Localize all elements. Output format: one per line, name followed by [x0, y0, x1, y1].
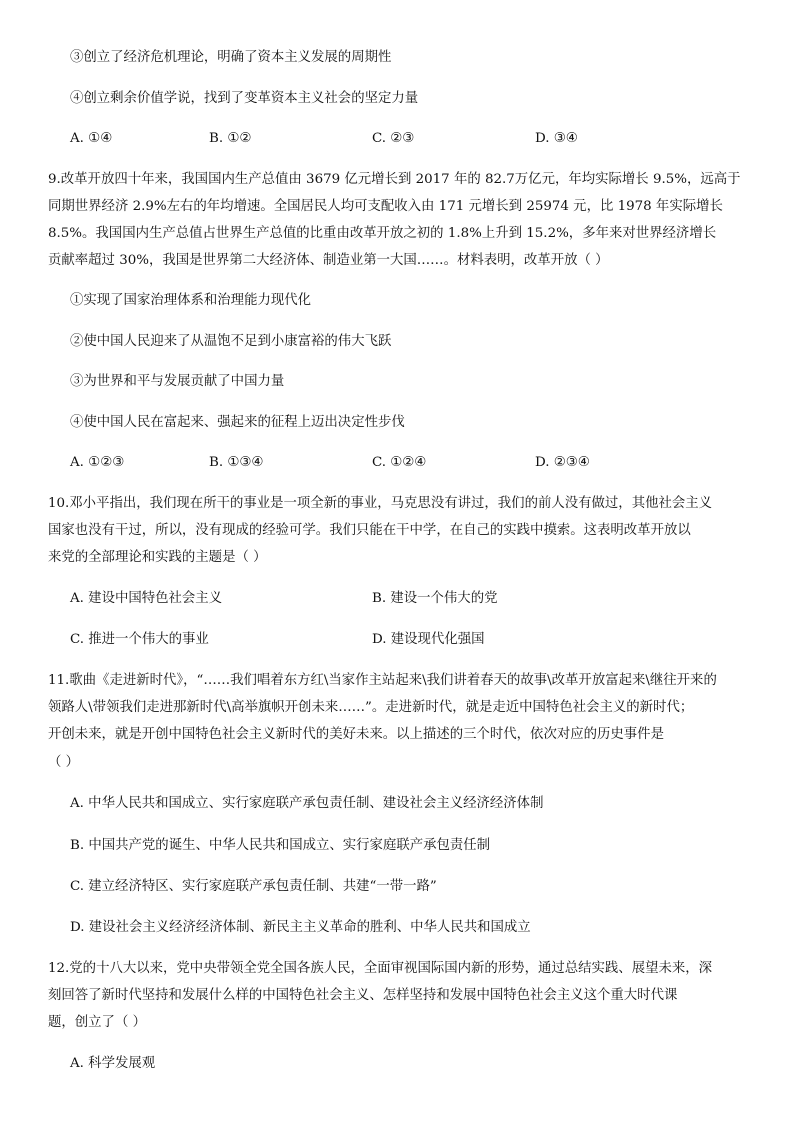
q11-option-a[interactable]: A. 中华人民共和国成立、实行家庭联产承包责任制、建设社会主义经济经济体制 — [70, 796, 544, 811]
q10-option-a[interactable]: A. 建设中国特色社会主义 — [70, 591, 223, 606]
q10-option-c[interactable]: C. 推进一个伟大的事业 — [70, 632, 209, 647]
q9-stem-line-1: 9.改革开放四十年来，我国国内生产总值由 3679 亿元增长到 2017 年的 82.7万亿元，年均实际增长 9.5%，远高于 — [48, 172, 741, 187]
q8-option-c[interactable]: C. ②③ — [372, 131, 415, 146]
q8-item-4: ④创立剩余价值学说，找到了变革资本主义社会的坚定力量 — [70, 91, 419, 106]
q9-stem-line-3: 8.5%。我国国内生产总值占世界生产总值的比重由改革开放之初的 1.8%上升到 15.2%，多年来对世界经济增长 — [48, 226, 717, 241]
q11-stem-line-4: （ ） — [48, 755, 80, 770]
q11-stem-line-3: 开创未来，就是开创中国特色社会主义新时代的美好未来。以上描述的三个时代，依次对应的历史事件是 — [48, 727, 664, 742]
q10-option-b[interactable]: B. 建设一个伟大的党 — [372, 591, 498, 606]
q9-option-a[interactable]: A. ①②③ — [70, 455, 125, 470]
q9-item-3: ③为世界和平与发展贡献了中国力量 — [70, 374, 285, 389]
q8-option-b[interactable]: B. ①② — [209, 131, 252, 146]
q9-item-1: ①实现了国家治理体系和治理能力现代化 — [70, 293, 312, 308]
q11-option-d[interactable]: D. 建设社会主义经济经济体制、新民主主义革命的胜利、中华人民共和国成立 — [70, 920, 531, 935]
q11-stem-line-2: 领路人\带领我们走进那新时代\高举旗帜开创未来……”。走进新时代，就是走近中国特色社会主义的新时代； — [48, 700, 694, 715]
q9-stem-line-4: 贡献率超过 30%，我国是世界第二大经济体、制造业第一大国……。材料表明，改革开放（ ） — [48, 253, 609, 268]
q12-stem-line-1: 12.党的十八大以来，党中央带领全党全国各族人民，全面审视国际国内新的形势，通过总结实践、展望未来，深 — [48, 961, 713, 976]
q11-stem-line-1: 11.歌曲《走进新时代》，“……我们唱着东方红\当家作主站起来\我们讲着春天的故事\改革开放富起来\继往开来的 — [48, 673, 717, 688]
q10-stem-line-3: 来党的全部理论和实践的主题是（ ） — [48, 550, 267, 565]
q11-option-c[interactable]: C. 建立经济特区、实行家庭联产承包责任制、共建“一带一路” — [70, 879, 437, 894]
q12-option-a[interactable]: A. 科学发展观 — [70, 1056, 156, 1071]
q8-option-d[interactable]: D. ③④ — [535, 131, 578, 146]
q9-item-2: ②使中国人民迎来了从温饱不足到小康富裕的伟大飞跃 — [70, 334, 392, 349]
q12-stem-line-3: 题，创立了（ ） — [48, 1015, 146, 1030]
q9-option-d[interactable]: D. ②③④ — [535, 455, 590, 470]
q10-stem-line-1: 10.邓小平指出，我们现在所干的事业是一项全新的事业，马克思没有讲过，我们的前人没有做过，其他社会主义 — [48, 496, 713, 511]
q10-option-d[interactable]: D. 建设现代化强国 — [372, 632, 485, 647]
q9-item-4: ④使中国人民在富起来、强起来的征程上迈出决定性步伐 — [70, 415, 405, 430]
q12-stem-line-2: 刻回答了新时代坚持和发展什么样的中国特色社会主义、怎样坚持和发展中国特色社会主义这个重大时代课 — [48, 988, 678, 1003]
q9-option-b[interactable]: B. ①③④ — [209, 455, 264, 470]
q8-option-a[interactable]: A. ①④ — [70, 131, 113, 146]
q9-stem-line-2: 同期世界经济 2.9%左右的年均增速。全国居民人均可支配收入由 171 元增长到 25974 元，比 1978 年实际增长 — [48, 199, 723, 214]
q9-option-c[interactable]: C. ①②④ — [372, 455, 427, 470]
q10-stem-line-2: 国家也没有干过，所以，没有现成的经验可学。我们只能在干中学，在自己的实践中摸索。这表明改革开放以 — [48, 523, 691, 538]
q8-item-3: ③创立了经济危机理论，明确了资本主义发展的周期性 — [70, 50, 392, 65]
q11-option-b[interactable]: B. 中国共产党的诞生、中华人民共和国成立、实行家庭联产承包责任制 — [70, 838, 491, 853]
